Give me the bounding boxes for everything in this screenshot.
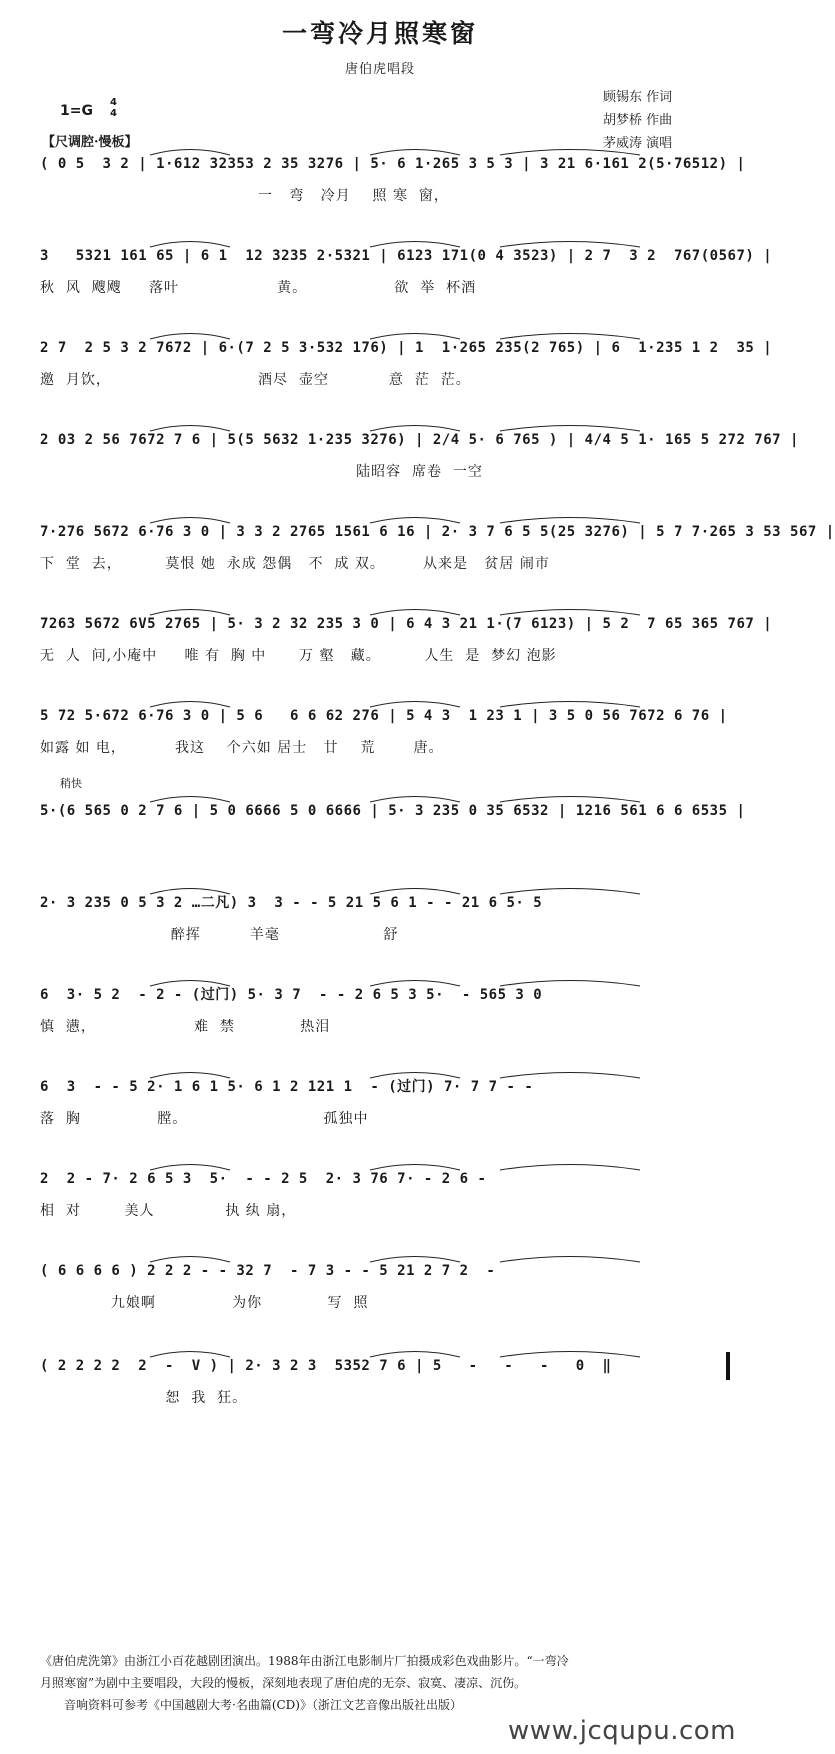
notation-line: ( 0 5 3 2 | 1·612 32353 2 35 3276 | 5· 6 1·265 3 5 3 | 3 21 6·161 2(5·76512) | <box>40 156 746 172</box>
footnote-line: 音响资料可参考《中国越剧大考·名曲篇(CD)》（浙江文艺音像出版社出版） <box>64 1698 462 1712</box>
score-system <box>40 889 730 989</box>
score-system <box>40 334 773 434</box>
credits <box>603 86 672 155</box>
lyrics-line: 慎 懑， 难 禁 热泪 <box>40 1019 331 1035</box>
footnote-line: 《唐伯虎洗第》由浙江小百花越剧团演出。1988年由浙江电影制片厂拍摄成彩色戏曲影片。“一弯冷 <box>40 1654 569 1668</box>
score-system <box>40 777 746 897</box>
time-signature <box>110 97 117 119</box>
notation-line: 3 5321 161 65 | 6 1 12 3235 2·5321 | 6123 171(0 4 3523) | 2 7 3 2 767(0567) | <box>40 248 773 264</box>
credit-lyricist: 顾锡东 作词 <box>603 90 673 105</box>
notation-line: 2 2 - 7· 2 6 5 3 5· - - 2 5 2· 3 76 7· - 2 6 - <box>40 1171 487 1187</box>
score-system <box>40 242 773 342</box>
lyrics-line: 恕 我 狂。 <box>40 1390 248 1406</box>
credit-composer: 胡梦桥 作曲 <box>603 113 673 128</box>
notation-line: ( 6 6 6 6 ) 2 2 2 - - 32 7 - 7 3 - - 5 21 2 7 2 - <box>40 1263 496 1279</box>
lyrics-line: 一 弯 冷月 照 寒 窗， <box>40 188 449 204</box>
lyrics-line: 陆昭容 席卷 一空 <box>40 464 483 480</box>
tempo-mark: 稍快 <box>60 777 82 790</box>
score-system <box>40 1257 730 1357</box>
lyrics-line <box>40 831 730 855</box>
notation-line: 7·276 5672 6·76 3 0 | 3 3 2 2765 1561 6 16 | 2· 3 7 6 5 5(25 3276) | 5 7 7·265 3 53 567 | <box>40 524 835 540</box>
lyrics-line: 相 对 美人 执 纨 扇， <box>40 1203 297 1219</box>
credit-singer: 茅威涛 演唱 <box>603 136 673 151</box>
tempo-mode: 【尺调腔·慢板】 <box>42 135 138 150</box>
notation-line: 5 72 5·672 6·76 3 0 | 5 6 6 6 62 276 | 5 4 3 1 23 1 | 3 5 0 56 7672 6 76 | <box>40 708 728 724</box>
watermark: www.jcqupu.com <box>508 1716 736 1746</box>
score-system <box>40 1352 730 1452</box>
lyrics-line: 秋 风 飕飕 落叶 黄。 欲 举 杯酒 <box>40 280 477 296</box>
time-signature-top: 4 <box>110 97 117 108</box>
notation-line: 5·(6 565 0 2 7 6 | 5 0 6666 5 0 6666 | 5· 3 235 0 35 6532 | 1216 561 6 6 6535 | <box>40 803 746 819</box>
score-system <box>40 518 835 618</box>
lyrics-line: 落 胸 膛。 孤独中 <box>40 1111 369 1127</box>
time-signature-bottom: 4 <box>110 108 117 119</box>
score-system <box>40 1073 730 1173</box>
song-subtitle: 唐伯虎唱段 <box>344 62 415 77</box>
lyrics-line: 醉挥 羊毫 舒 <box>40 927 399 943</box>
lyrics-line: 邀 月饮， 酒尽 壶空 意 茫 茫。 <box>40 372 471 388</box>
score-system <box>40 150 746 250</box>
score-system <box>40 610 773 710</box>
final-barline <box>726 1352 730 1380</box>
score-system <box>40 1165 730 1265</box>
lyrics-line: 九娘啊 为你 写 照 <box>40 1295 369 1311</box>
footnote <box>40 1650 730 1716</box>
footnote-line: 月照寒窗”为剧中主要唱段，大段的慢板，深刻地表现了唐伯虎的无奈、寂寞、凄凉、沉伤。 <box>40 1676 527 1690</box>
lyrics-line: 如露 如 电， 我这 个六如 居士 廿 荒 唐。 <box>40 740 444 756</box>
notation-line: ( 2 2 2 2 2 - V ) | 2· 3 2 3 5352 7 6 | 5 - - - 0 ‖ <box>40 1358 612 1374</box>
notation-line: 2 7 2 5 3 2 7672 | 6·(7 2 5 3·532 176) | 1 1·265 235(2 765) | 6 1·235 1 2 35 | <box>40 340 773 356</box>
lyrics-line: 下 堂 去， 莫恨 她 永成 怨偶 不 成 双。 从来是 贫居 闹市 <box>40 556 550 572</box>
score-system <box>40 426 799 526</box>
key-signature: 1=G <box>60 103 93 119</box>
lyrics-line: 无 人 问,小庵中 唯 有 胸 中 万 壑 藏。 人生 是 梦幻 泡影 <box>40 648 557 664</box>
score-system <box>40 702 730 802</box>
notation-line: 2· 3 235 0 5 3 2 …二凡) 3 3 - - 5 21 5 6 1 - - 21 6 5· 5 <box>40 895 543 911</box>
song-title: 一弯冷月照寒窗 <box>281 19 478 48</box>
notation-line: 7263 5672 6V5 2765 | 5· 3 2 32 235 3 0 | 6 4 3 21 1·(7 6123) | 5 2 7 65 365 767 | <box>40 616 773 632</box>
score-system <box>40 981 730 1081</box>
notation-line: 6 3· 5 2 - 2 - (过门) 5· 3 7 - - 2 6 5 3 5· - 565 3 0 <box>40 987 543 1003</box>
notation-line: 6 3 - - 5 2· 1 6 1 5· 6 1 2 121 1 - (过门) 7· 7 7 - - <box>40 1079 534 1095</box>
notation-line: 2 03 2 56 7672 7 6 | 5(5 5632 1·235 3276) | 2/4 5· 6 765 ) | 4/4 5 1· 165 5 272 767 | <box>40 432 799 448</box>
